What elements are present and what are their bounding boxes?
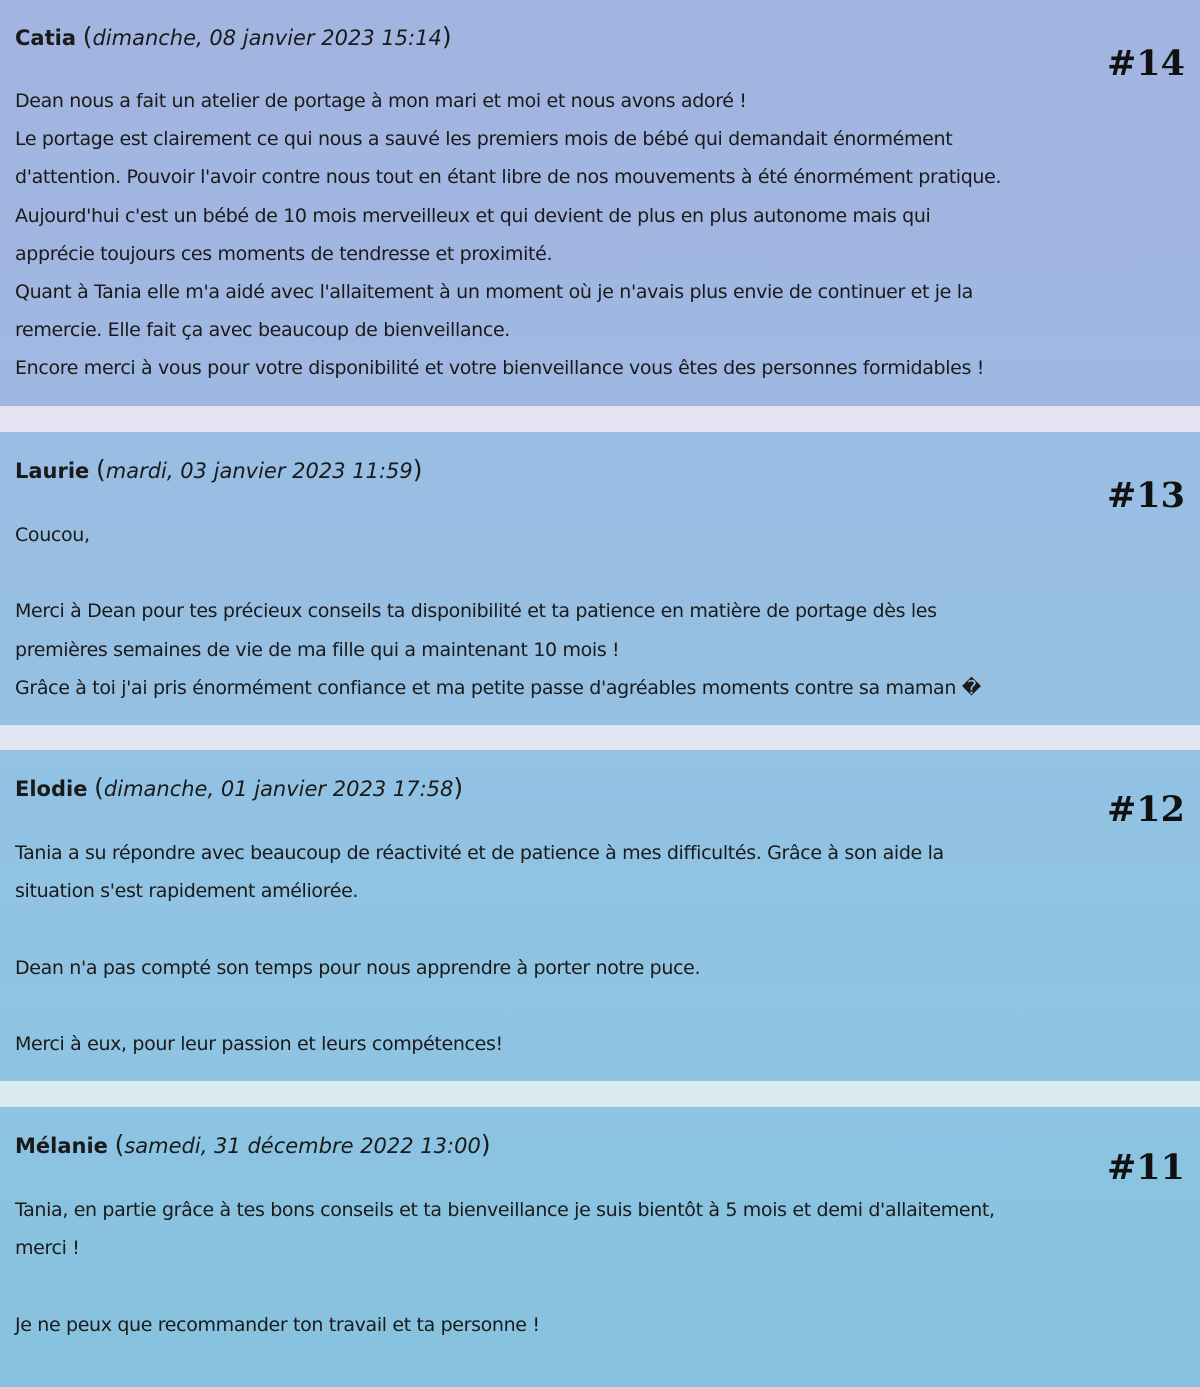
message-line: Dean nous a fait un atelier de portage à mon mari et moi et nous avons adoré ! — [15, 90, 747, 112]
message-line: d'attention. Pouvoir l'avoir contre nous tout en étant libre de nos mouvements à été énormément pratique. — [15, 166, 1002, 189]
entry-date: mardi, 03 janvier 2023 11:59 — [105, 459, 413, 483]
entry-author: Laurie — [15, 459, 90, 483]
message-line: Grâce à toi j'ai pris énormément confiance et ma petite passe d'agréables moments contre sa maman � — [15, 676, 981, 699]
entry-number: #13 — [1106, 475, 1185, 516]
entry-header: Laurie (mardi, 03 janvier 2023 11:59) — [15, 455, 423, 484]
message-line: remercie. Elle fait ça avec beaucoup de bienveillance. — [15, 319, 510, 342]
message-line: Quant à Tania elle m'a aidé avec l'allaitement à un moment où je n'avais plus envie de continuer et je la — [15, 280, 973, 303]
entry-message — [15, 516, 1115, 707]
entry-author: Elodie — [15, 777, 88, 801]
message-line: apprécie toujours ces moments de tendresse et proximité. — [15, 242, 553, 265]
message-line: situation s'est rapidement améliorée. — [15, 880, 359, 903]
message-line: Encore merci à vous pour votre disponibilité et votre bienveillance vous êtes des personnes formidables ! — [15, 357, 985, 380]
message-line: merci ! — [15, 1237, 80, 1260]
entry-header: Catia (dimanche, 08 janvier 2023 15:14) — [15, 22, 452, 51]
entry-message — [15, 834, 1115, 1063]
entry-date: samedi, 31 décembre 2022 13:00 — [124, 1134, 481, 1158]
message-line — [15, 1267, 1115, 1305]
message-line — [15, 910, 1115, 948]
message-line: Coucou, — [15, 524, 90, 546]
message-line — [15, 987, 1115, 1025]
entry-message — [15, 82, 1115, 388]
entry-message — [15, 1191, 1115, 1344]
message-line: Aujourd'hui c'est un bébé de 10 mois merveilleux et qui devient de plus en plus autonome mais qui — [15, 204, 931, 227]
entry-date: dimanche, 08 janvier 2023 15:14 — [92, 26, 442, 50]
message-line: Je ne peux que recommander ton travail et ta personne ! — [15, 1313, 540, 1336]
message-line: Le portage est clairement ce qui nous a sauvé les premiers mois de bébé qui demandait énormément — [15, 128, 953, 151]
entry-number: #12 — [1106, 789, 1185, 830]
entry-date: dimanche, 01 janvier 2023 17:58 — [103, 777, 454, 801]
message-line: Merci à Dean pour tes précieux conseils ta disponibilité et ta patience en matière de portage dès les — [15, 600, 937, 623]
entry-header: Elodie (dimanche, 01 janvier 2023 17:58) — [15, 773, 464, 802]
entry-author: Mélanie — [15, 1134, 108, 1158]
entry-author: Catia — [15, 26, 76, 50]
entry-header: Mélanie (samedi, 31 décembre 2022 13:00) — [15, 1130, 491, 1159]
message-line: Merci à eux, pour leur passion et leurs compétences! — [15, 1032, 503, 1055]
message-line: Tania a su répondre avec beaucoup de réactivité et de patience à mes difficultés. Grâce à son aide la — [15, 842, 944, 864]
message-line: premières semaines de vie de ma fille qui a maintenant 10 mois ! — [15, 638, 620, 661]
message-line: Dean n'a pas compté son temps pour nous apprendre à porter notre puce. — [15, 956, 701, 979]
entry-number: #14 — [1106, 43, 1185, 84]
entry-number: #11 — [1106, 1147, 1185, 1188]
message-line: Tania, en partie grâce à tes bons conseils et ta bienveillance je suis bientôt à 5 mois et demi d'allaitement, — [15, 1199, 995, 1221]
message-line — [15, 554, 1115, 592]
